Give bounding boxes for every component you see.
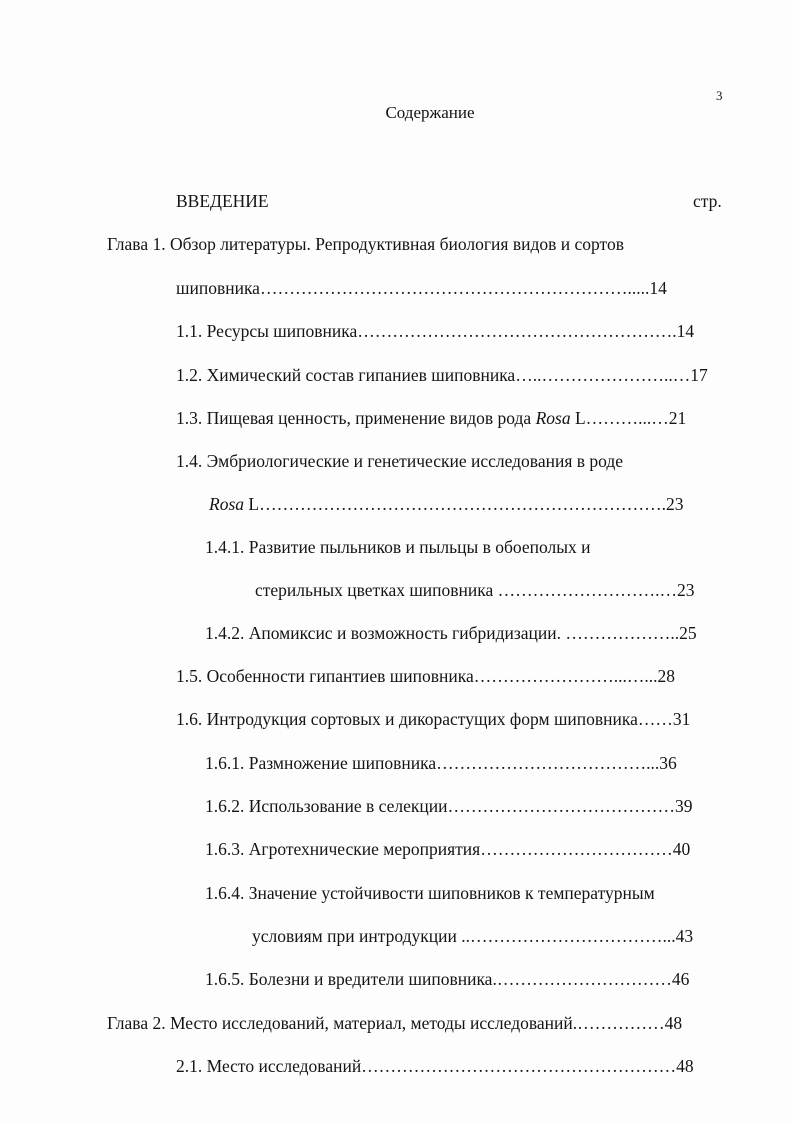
toc-entry: шиповника……………………………………………………….....14 (176, 278, 667, 298)
toc-entry: Rosa L…………………………………………………………….23 (209, 494, 684, 514)
toc-entry: 1.6.3. Агротехнические мероприятия……………………………40 (205, 839, 691, 859)
toc-entry: 1.6.4. Значение устойчивости шиповников к температурным (205, 883, 655, 903)
toc-entry: 1.2. Химический состав гипаниев шиповника…..…………………..…17 (176, 365, 708, 385)
toc-entry: 1.3. Пищевая ценность, применение видов рода Rosa L………...…21 (176, 408, 687, 428)
toc-entry: 1.6.2. Использование в селекции…………………………………39 (205, 796, 693, 816)
toc-entry: 2.1. Место исследований………………………………………………48 (176, 1056, 694, 1076)
toc-entry: 1.4.1. Развитие пыльников и пыльцы в обоеполых и (205, 537, 591, 557)
page-number: 3 (716, 88, 723, 103)
toc-entry: 1.6. Интродукция сортовых и дикорастущих форм шиповника……31 (176, 709, 691, 729)
toc-entry: Глава 2. Место исследований, материал, методы исследований.……………48 (107, 1013, 683, 1033)
toc-entry: 1.4. Эмбриологические и генетические исследования в роде (176, 451, 624, 471)
toc-intro: ВВЕДЕНИЕ (176, 191, 269, 211)
toc-entry: 1.5. Особенности гипантиев шиповника……………………...…...28 (176, 666, 675, 686)
toc-entry: Глава 1. Обзор литературы. Репродуктивная биология видов и сортов (107, 234, 624, 254)
toc-entry: 1.1. Ресурсы шиповника……………………………………………….14 (176, 321, 695, 341)
toc-entry: 1.6.5. Болезни и вредители шиповника.…………………………46 (205, 969, 690, 989)
toc-entry: 1.6.1. Размножение шиповника………………………………...36 (205, 753, 677, 773)
toc-entry: 1.4.2. Апомиксис и возможность гибридизации. ………………..25 (205, 623, 697, 643)
toc-entry: условиям при интродукции ..……………………………...43 (252, 926, 694, 946)
toc-page-column-label: стр. (693, 191, 722, 211)
toc-entry: стерильных цветках шиповника ……………………….…23 (255, 580, 695, 600)
page-title: Содержание (385, 103, 475, 122)
